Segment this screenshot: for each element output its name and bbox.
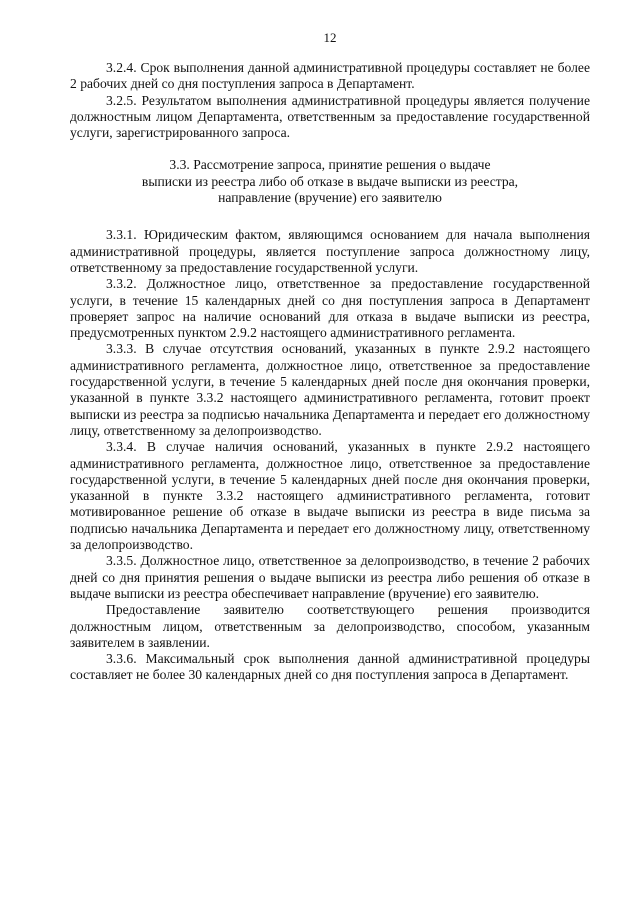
paragraph-3-3-5: 3.3.5. Должностное лицо, ответственное за делопроизводство, в течение 2 рабочих дней со дня принятия решения о выдаче выписки из реестра либо решения об отказе в выдаче выписки из реестра обеспечивает направление (вручение) его заявителю. bbox=[70, 553, 590, 601]
page-number: 12 bbox=[323, 30, 337, 45]
paragraph-3-2-5: 3.2.5. Результатом выполнения административной процедуры является получение должностным лицом Департамента, ответственным за предоставление государственной услуги, зарегистрированного запроса. bbox=[70, 92, 590, 141]
paragraph-3-2-4: 3.2.4. Срок выполнения данной административной процедуры составляет не более 2 рабочих дней со дня поступления запроса в Департамент. bbox=[70, 60, 590, 92]
section-heading-3-3 bbox=[92, 157, 568, 206]
document-page bbox=[70, 30, 590, 684]
paragraph-3-3-2: 3.3.2. Должностное лицо, ответственное за предоставление государственной услуги, в течение 15 календарных дней со дня поступления запроса в Департамент проверяет запрос на наличие оснований для отказа в выдаче выписки из реестра, предусмотренных пунктом 2.9.2 настоящего административного регламента. bbox=[70, 276, 590, 341]
section-heading-line: выписки из реестра либо об отказе в выдаче выписки из реестра, bbox=[141, 173, 519, 189]
paragraph-3-3-4: 3.3.4. В случае наличия оснований, указанных в пункте 2.9.2 настоящего административного регламента, должностное лицо, ответственное за предоставление государственной услуги, в течение 5 календарных дней после дня окончания проверки, указанной в пункте 3.3.2 настоящего административного регламента, готовит мотивированное решение об отказе в выдаче выписки из реестра в виде письма за подписью начальника Департамента и передает его должностному лицу, ответственному за делопроизводство. bbox=[70, 439, 590, 553]
paragraph-3-3-6: 3.3.6. Максимальный срок выполнения данной административной процедуры составляет не более 30 календарных дней со дня поступления запроса в Департамент. bbox=[70, 651, 590, 683]
section-heading-line: направление (вручение) его заявителю bbox=[218, 190, 442, 206]
paragraph-3-3-1: 3.3.1. Юридическим фактом, являющимся основанием для начала выполнения административной процедуры, является поступление запроса должностному лицу, ответственному за предоставление государственной услуги. bbox=[70, 227, 590, 275]
paragraph-3-3-3: 3.3.3. В случае отсутствия оснований, указанных в пункте 2.9.2 настоящего административного регламента, должностное лицо, ответственное за предоставление государственной услуги, в течение 5 календарных дней после дня окончания проверки, указанной в пункте 3.3.2 настоящего административного регламента, готовит проект выписки из реестра за подписью начальника Департамента и передает его должностному лицу, ответственному за делопроизводство. bbox=[70, 341, 590, 438]
section-heading-line: 3.3. Рассмотрение запроса, принятие решения о выдаче bbox=[169, 157, 491, 173]
paragraph-decision-delivery: Предоставление заявителю соответствующего решения производится должностным лицом, ответственным за делопроизводство, способом, указанным заявителем в заявлении. bbox=[70, 602, 590, 650]
